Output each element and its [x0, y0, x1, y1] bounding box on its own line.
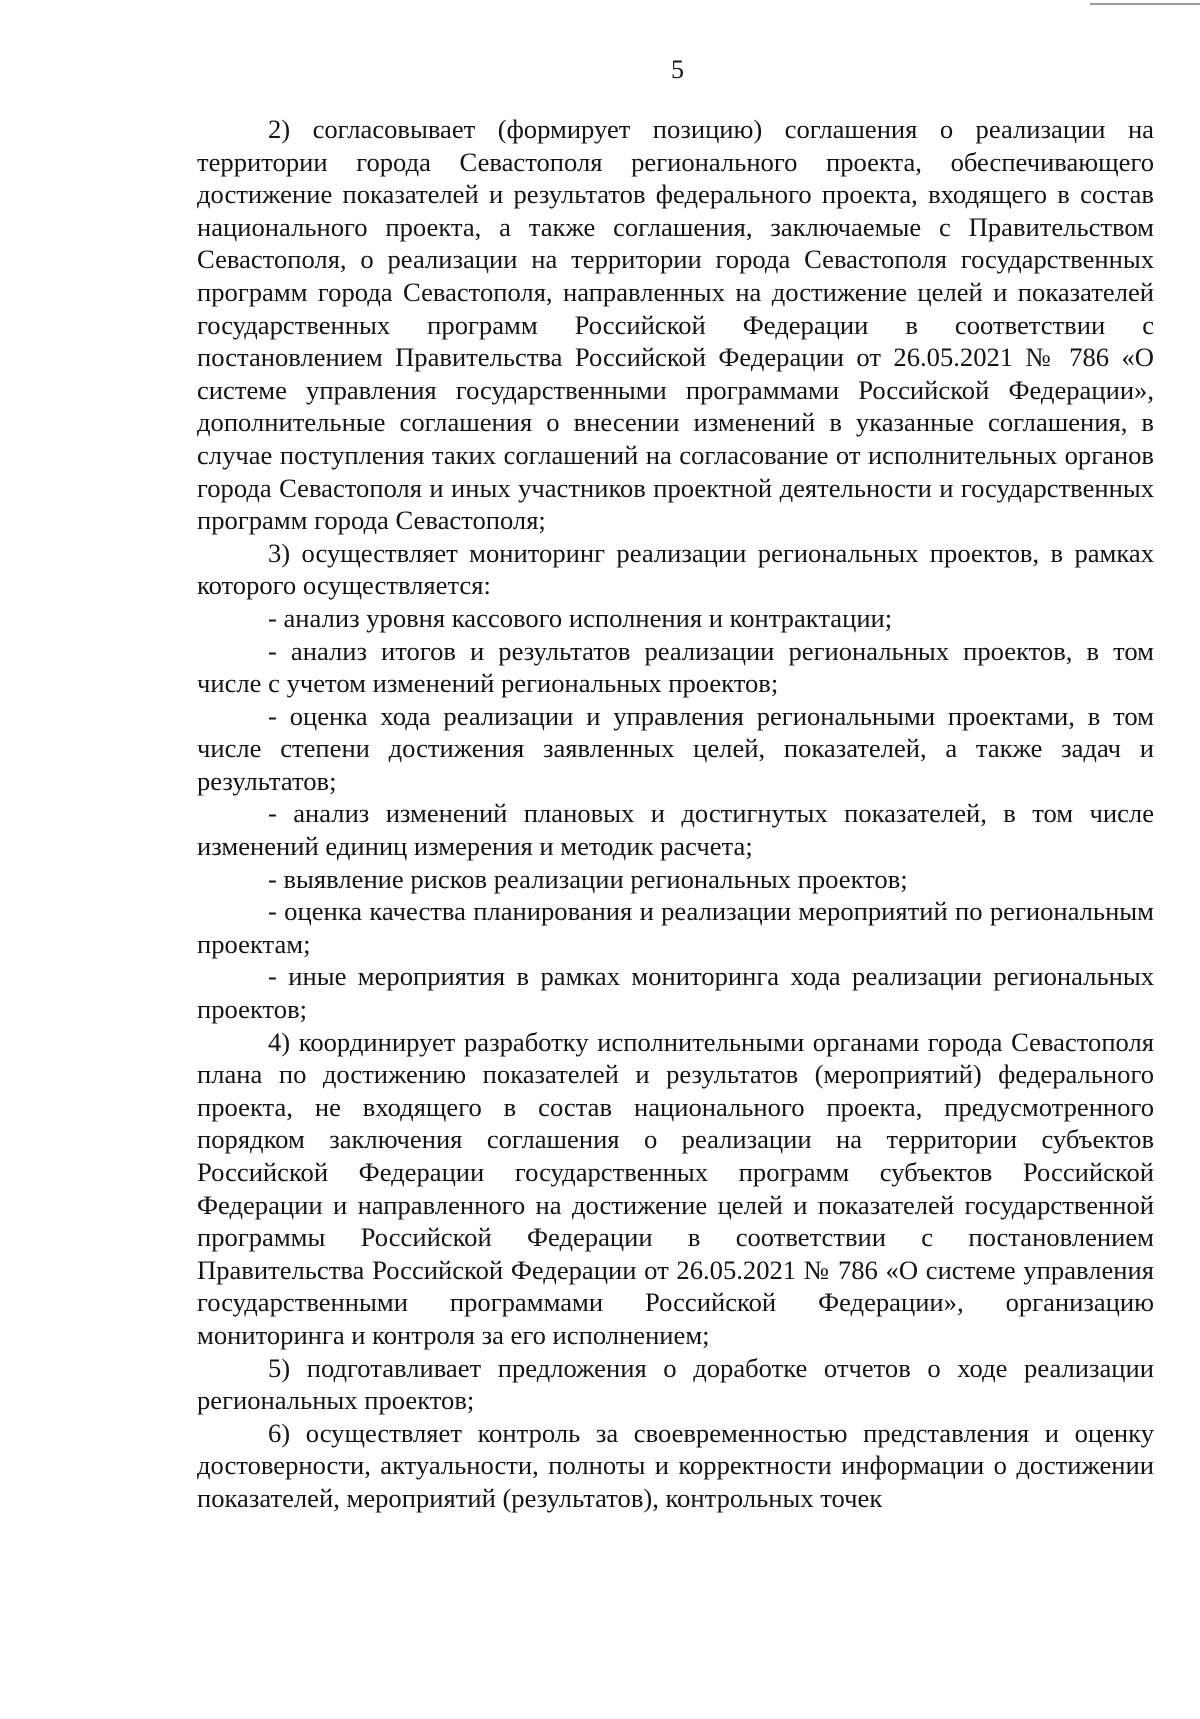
page-number: 5: [671, 55, 684, 84]
paragraph-item-4: 4) координирует разработку исполнительными органами города Севастополя плана по достижению показателей и результатов (мероприятий) федерального проекта, не входящего в состав национального проекта, предусмотренного порядком заключения соглашения о реализации на территории субъектов Российской Федерации государственных программ субъектов Российской Федерации и направленного на достижение целей и показателей государственной программы Российской Федерации в соответствии с постановлением Правительства Российской Федерации от 26.05.2021 № 786 «О системе управления государственными программами Российской Федерации», организацию мониторинга и контроля за его исполнением;: [197, 1026, 1154, 1350]
bullet-progress-assessment: - оценка хода реализации и управления региональными проектами, в том числе степени достижения заявленных целей, показателей, а также задач и результатов;: [197, 700, 1154, 796]
document-body: [197, 113, 1154, 1515]
bullet-other-activities: - иные мероприятия в рамках мониторинга хода реализации региональных проектов;: [197, 961, 1154, 1025]
bullet-risk-identification: - выявление рисков реализации региональных проектов;: [268, 863, 908, 894]
paragraph-item-6: 6) осуществляет контроль за своевременностью представления и оценку достоверности, актуальности, полноты и корректности информации о достижении показателей, мероприятий (результатов), контрольных точек: [197, 1417, 1154, 1513]
paragraph-item-3: 3) осуществляет мониторинг реализации региональных проектов, в рамках которого осуществляется:: [197, 537, 1154, 601]
bullet-planning-quality: - оценка качества планирования и реализации мероприятий по региональным проектам;: [197, 896, 1154, 959]
bullet-indicator-changes: - анализ изменений плановых и достигнутых показателей, в том числе изменений единиц измерения и методик расчета;: [197, 798, 1154, 862]
paragraph-item-2: 2) согласовывает (формирует позицию) соглашения о реализации на территории города Севастополя регионального проекта, обеспечивающего достижение показателей и результатов федерального проекта, входящего в состав национального проекта, а также соглашения, заключаемые с Правительством Севастополя, о реализации на территории города Севастополя государственных программ города Севастополя, направленных на достижение целей и показателей государственных программ Российской Федерации в соответствии с постановлением Правительства Российской Федерации от 26.05.2021 № 786 «О системе управления государственными программами Российской Федерации», дополнительные соглашения о внесении изменений в указанные соглашения, в случае поступления таких соглашений на согласование от исполнительных органов города Севастополя и иных участников проектной деятельности и государственных программ города Севастополя;: [197, 114, 1154, 536]
scan-edge-mark: [1090, 3, 1200, 5]
bullet-results-analysis: - анализ итогов и результатов реализации региональных проектов, в том числе с учетом изменений региональных проектов;: [197, 635, 1154, 699]
bullet-cash-execution: - анализ уровня кассового исполнения и контрактации;: [268, 602, 893, 633]
paragraph-item-5: 5) подготавливает предложения о доработке отчетов о ходе реализации региональных проектов;: [197, 1352, 1154, 1416]
